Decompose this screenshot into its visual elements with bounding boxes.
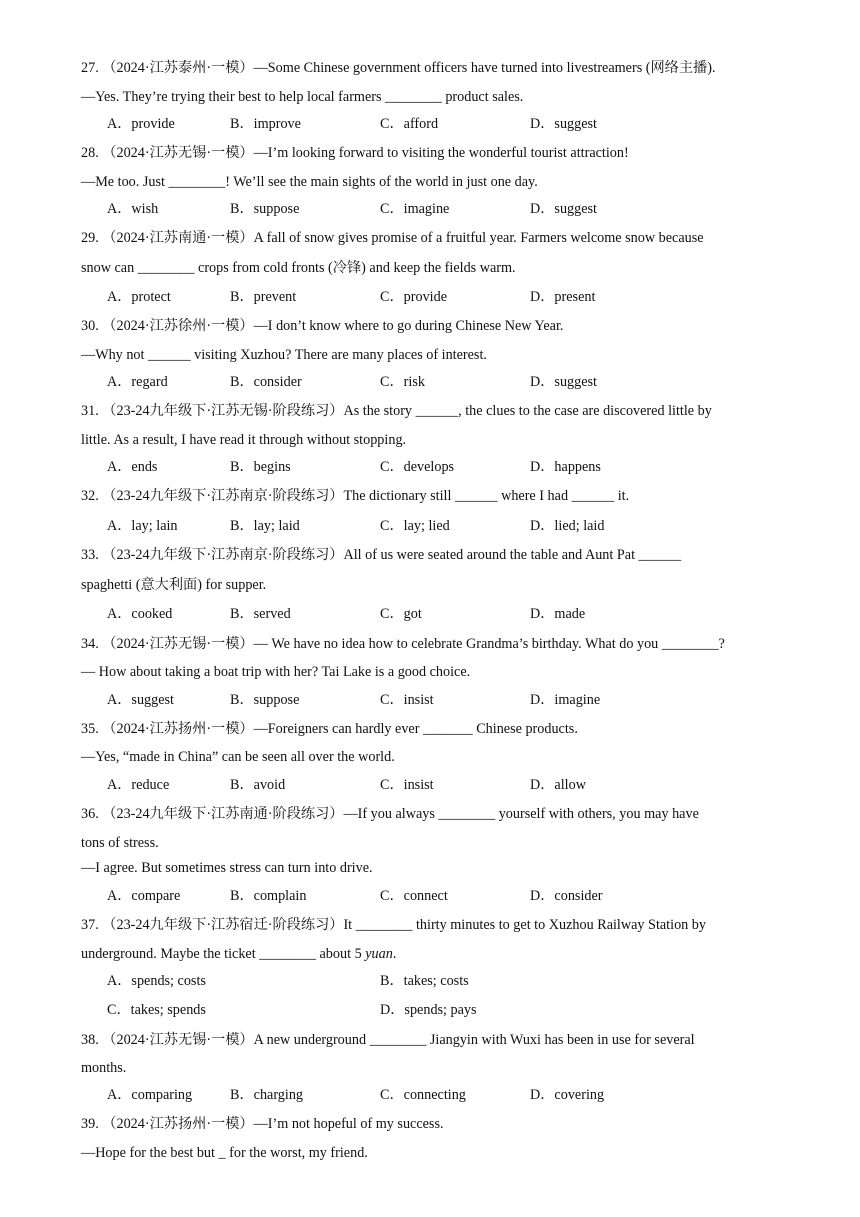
- question-38-line-1: 38. （2024·江苏无锡·一模）A new underground ________ Jiangyin with Wuxi has been in use for several: [81, 1032, 695, 1048]
- question-37-line-2-tail: .: [392, 946, 397, 962]
- question-38-option-d: D．covering: [530, 1087, 605, 1103]
- question-37-option-b: B．takes; costs: [380, 973, 469, 989]
- question-31-line-1: 31. （23-24九年级下·江苏无锡·阶段练习）As the story ______, the clues to the case are discovered little by: [81, 403, 712, 419]
- question-38-option-b: B．charging: [230, 1087, 304, 1103]
- question-37-italic-word: yuan: [365, 946, 393, 962]
- question-32-option-a: A．lay; lain: [107, 518, 178, 534]
- question-31-option-d: D．happens: [530, 459, 601, 475]
- question-31-option-c: C．develops: [380, 459, 455, 475]
- question-30-option-c: C．risk: [380, 374, 425, 390]
- question-32-option-c: C．lay; lied: [380, 518, 450, 534]
- question-33-option-d: D．made: [530, 606, 586, 622]
- question-33-line-2: spaghetti (意大利面) for supper.: [81, 577, 267, 593]
- question-29-option-c: C．provide: [380, 289, 447, 305]
- question-29-option-d: D．present: [530, 289, 596, 305]
- question-29-line-1: 29. （2024·江苏南通·一模）A fall of snow gives promise of a fruitful year. Farmers welcome snow because: [81, 230, 704, 246]
- question-31-line-2: little. As a result, I have read it through without stopping.: [81, 432, 407, 448]
- question-32-option-d: D．lied; laid: [530, 518, 605, 534]
- question-27-option-a: A．provide: [107, 116, 175, 132]
- question-35-line-2: —Yes, “made in China” can be seen all over the world.: [81, 749, 395, 765]
- question-28-option-a: A．wish: [107, 201, 159, 217]
- question-34-option-b: B．suppose: [230, 692, 300, 708]
- question-29-option-a: A．protect: [107, 289, 171, 305]
- question-36-option-b: B．complain: [230, 888, 307, 904]
- question-35-option-d: D．allow: [530, 777, 586, 793]
- question-37-line-1: 37. （23-24九年级下·江苏宿迁·阶段练习）It ________ thirty minutes to get to Xuzhou Railway Station by: [81, 917, 706, 933]
- question-36-line-2: tons of stress.: [81, 835, 159, 851]
- question-36-option-c: C．connect: [380, 888, 448, 904]
- question-34-line-2: — How about taking a boat trip with her? Tai Lake is a good choice.: [81, 664, 471, 680]
- question-36-option-a: A．compare: [107, 888, 181, 904]
- question-36-line-3: —I agree. But sometimes stress can turn into drive.: [81, 860, 373, 876]
- question-28-option-b: B．suppose: [230, 201, 300, 217]
- question-34-option-c: C．insist: [380, 692, 434, 708]
- question-34-option-a: A．suggest: [107, 692, 174, 708]
- question-31-option-b: B．begins: [230, 459, 291, 475]
- question-32-option-b: B．lay; laid: [230, 518, 300, 534]
- question-34-line-1: 34. （2024·江苏无锡·一模）— We have no idea how to celebrate Grandma’s birthday. What do you ________?: [81, 636, 725, 652]
- question-29-line-2: snow can ________ crops from cold fronts (冷锋) and keep the fields warm.: [81, 260, 516, 276]
- question-38-option-a: A．comparing: [107, 1087, 193, 1103]
- question-28-line-1: 28. （2024·江苏无锡·一模）—I’m looking forward to visiting the wonderful tourist attraction!: [81, 145, 629, 161]
- question-33-option-b: B．served: [230, 606, 291, 622]
- question-31-option-a: A．ends: [107, 459, 158, 475]
- question-35-line-1: 35. （2024·江苏扬州·一模）—Foreigners can hardly ever _______ Chinese products.: [81, 721, 578, 737]
- question-27-line-2: —Yes. They’re trying their best to help local farmers ________ product sales.: [81, 89, 524, 105]
- question-30-option-b: B．consider: [230, 374, 302, 390]
- question-27-line-1: 27. （2024·江苏泰州·一模）—Some Chinese government officers have turned into livestreamers (网络主播).: [81, 60, 716, 76]
- question-37-option-a: A．spends; costs: [107, 973, 206, 989]
- question-33-option-c: C．got: [380, 606, 422, 622]
- question-37-option-c: C．takes; spends: [107, 1002, 206, 1018]
- question-39-line-2: —Hope for the best but _ for the worst, my friend.: [81, 1145, 368, 1161]
- question-39-line-1: 39. （2024·江苏扬州·一模）—I’m not hopeful of my success.: [81, 1116, 444, 1132]
- question-35-option-c: C．insist: [380, 777, 434, 793]
- question-28-option-d: D．suggest: [530, 201, 597, 217]
- question-37-line-2-text: underground. Maybe the ticket ________ about 5: [81, 946, 366, 962]
- question-38-line-2: months.: [81, 1060, 127, 1076]
- question-35-option-b: B．avoid: [230, 777, 286, 793]
- question-32-line-1: 32. （23-24九年级下·江苏南京·阶段练习）The dictionary still ______ where I had ______ it.: [81, 488, 630, 504]
- question-37-option-d: D．spends; pays: [380, 1002, 477, 1018]
- question-38-option-c: C．connecting: [380, 1087, 466, 1103]
- question-28-option-c: C．imagine: [380, 201, 450, 217]
- question-35-option-a: A．reduce: [107, 777, 170, 793]
- question-37-line-2: [81, 944, 790, 964]
- question-30-line-1: 30. （2024·江苏徐州·一模）—I don’t know where to go during Chinese New Year.: [81, 318, 564, 334]
- question-33-line-1: 33. （23-24九年级下·江苏南京·阶段练习）All of us were seated around the table and Aunt Pat ______: [81, 547, 682, 563]
- question-27-option-c: C．afford: [380, 116, 439, 132]
- question-36-line-1: 36. （23-24九年级下·江苏南通·阶段练习）—If you always ________ yourself with others, you may have: [81, 806, 699, 822]
- question-28-line-2: —Me too. Just ________! We’ll see the main sights of the world in just one day.: [81, 174, 538, 190]
- question-27-option-b: B．improve: [230, 116, 301, 132]
- question-33-option-a: A．cooked: [107, 606, 173, 622]
- question-27-option-d: D．suggest: [530, 116, 597, 132]
- question-30-option-a: A．regard: [107, 374, 168, 390]
- question-29-option-b: B．prevent: [230, 289, 297, 305]
- question-30-line-2: —Why not ______ visiting Xuzhou? There are many places of interest.: [81, 347, 487, 363]
- question-36-option-d: D．consider: [530, 888, 603, 904]
- question-34-option-d: D．imagine: [530, 692, 601, 708]
- question-30-option-d: D．suggest: [530, 374, 597, 390]
